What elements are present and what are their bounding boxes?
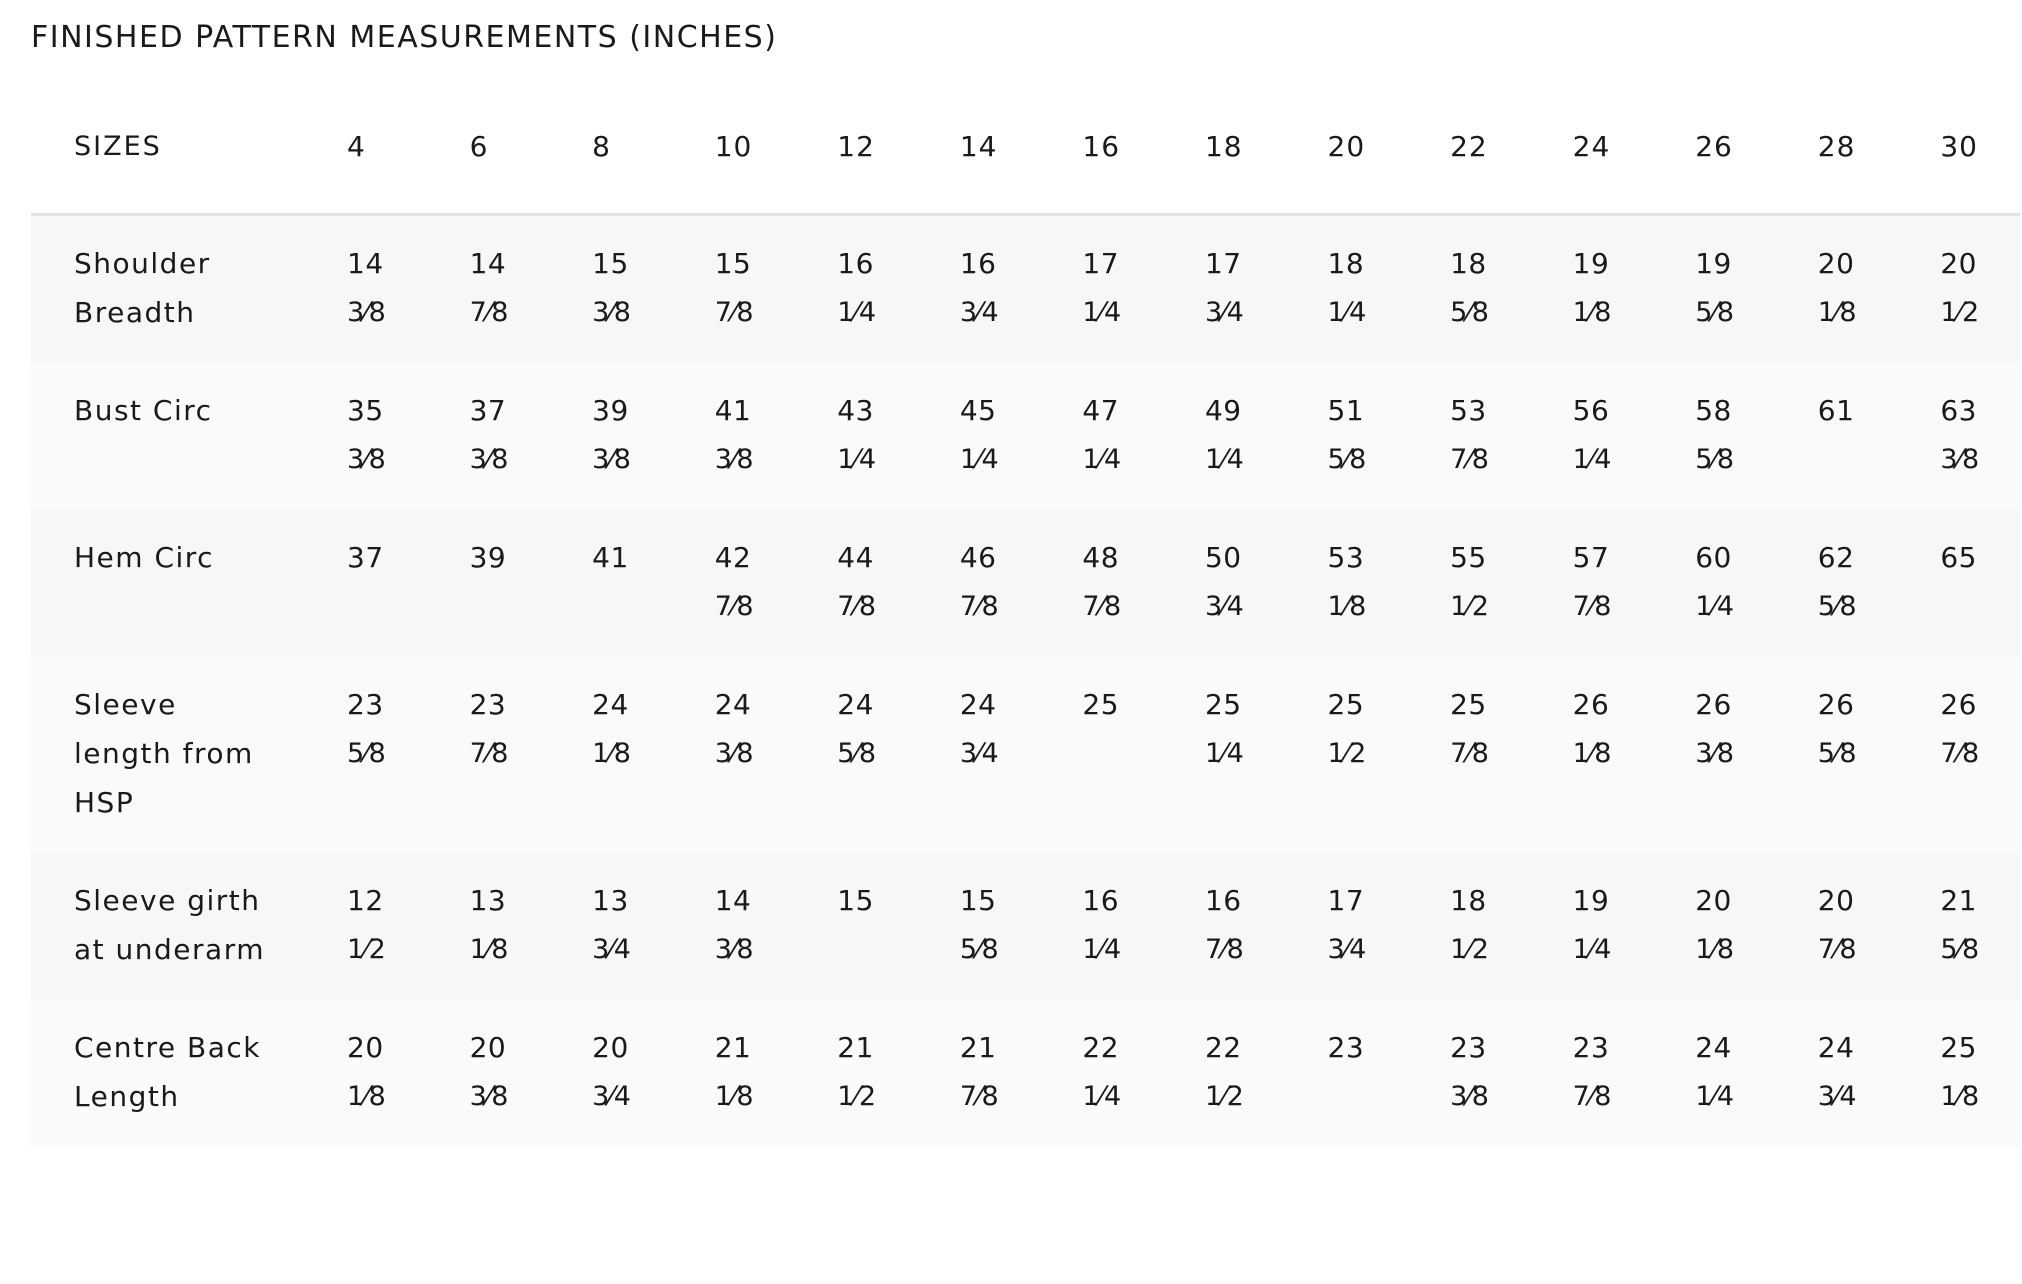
measurement-cell — [549, 363, 672, 510]
table-row — [31, 1000, 2020, 1147]
measurement-cell — [1652, 363, 1775, 510]
measurement-whole: 20 — [1817, 246, 1855, 280]
measurement-fraction: 3⁄4 — [959, 737, 999, 769]
measurement-whole: 15 — [959, 883, 997, 917]
measurement-cell — [1530, 657, 1653, 853]
measurement-whole: 50 — [1204, 540, 1242, 574]
measurement-cell — [549, 853, 672, 1000]
measurement-whole: 16 — [837, 246, 874, 280]
size-header: 28 — [1775, 80, 1898, 214]
measurement-cell — [1897, 363, 2020, 510]
measurement-whole: 53 — [1450, 393, 1487, 427]
measurement-cell — [1897, 214, 2020, 363]
measurement-cell — [1162, 1000, 1285, 1147]
measurement-cell — [794, 510, 917, 657]
size-header: 20 — [1285, 80, 1408, 214]
measurement-whole: 16 — [1204, 883, 1242, 917]
measurement-cell — [1285, 363, 1408, 510]
measurement-fraction: 1⁄4 — [1572, 443, 1612, 475]
measurement-whole: 43 — [837, 393, 874, 427]
size-header: 10 — [672, 80, 795, 214]
measurement-fraction: 1⁄4 — [1695, 1080, 1735, 1112]
measurement-whole: 13 — [592, 883, 629, 917]
header-row — [31, 80, 2020, 214]
measurement-whole: 15 — [714, 246, 752, 280]
measurement-whole: 22 — [1204, 1030, 1242, 1064]
measurement-fraction: 1⁄4 — [1082, 443, 1122, 475]
measurement-whole: 57 — [1572, 540, 1610, 574]
measurement-whole: 56 — [1572, 393, 1610, 427]
measurement-whole: 14 — [714, 883, 752, 917]
measurement-whole: 18 — [1327, 246, 1365, 280]
measurement-cell — [1652, 214, 1775, 363]
size-header: 18 — [1162, 80, 1285, 214]
measurement-cell — [1530, 510, 1653, 657]
measurement-whole: 20 — [1695, 883, 1732, 917]
measurement-whole: 12 — [347, 883, 384, 917]
measurement-whole: 24 — [592, 687, 629, 721]
measurement-cell — [549, 657, 672, 853]
measurement-cell — [917, 657, 1040, 853]
measurement-fraction: 7⁄8 — [1450, 737, 1489, 769]
measurement-whole: 22 — [1082, 1030, 1120, 1064]
measurement-cell — [427, 214, 550, 363]
measurement-whole: 14 — [347, 246, 384, 280]
table-row — [31, 363, 2020, 510]
measurement-whole: 37 — [347, 540, 384, 574]
measurement-fraction: 1⁄2 — [1204, 1080, 1244, 1112]
measurement-whole: 21 — [837, 1030, 874, 1064]
measurement-fraction: 1⁄4 — [1082, 296, 1122, 328]
measurement-whole: 47 — [1082, 393, 1120, 427]
measurement-whole: 24 — [1695, 1030, 1732, 1064]
measurement-cell — [304, 657, 427, 853]
size-header: 4 — [304, 80, 427, 214]
measurement-cell — [304, 510, 427, 657]
measurement-whole: 25 — [1327, 687, 1365, 721]
measurement-whole: 46 — [959, 540, 997, 574]
measurement-fraction: 1⁄2 — [1450, 590, 1489, 622]
measurement-cell — [1285, 657, 1408, 853]
measurement-whole: 16 — [959, 246, 997, 280]
measurement-fraction: 3⁄8 — [714, 737, 754, 769]
measurement-whole: 25 — [1204, 687, 1242, 721]
measurement-cell — [1039, 657, 1162, 853]
measurement-cell — [304, 1000, 427, 1147]
measurement-cell — [1285, 1000, 1408, 1147]
measurement-fraction: 3⁄4 — [959, 296, 999, 328]
measurement-cell — [794, 853, 917, 1000]
measurement-fraction: 1⁄4 — [837, 443, 877, 475]
measurement-cell — [1530, 214, 1653, 363]
measurement-cell — [1775, 853, 1898, 1000]
measurement-whole: 21 — [1940, 883, 1977, 917]
measurement-fraction: 7⁄8 — [469, 296, 509, 328]
measurement-fraction: 3⁄8 — [714, 443, 754, 475]
size-header: 8 — [549, 80, 672, 214]
measurement-cell — [1775, 510, 1898, 657]
measurement-whole: 24 — [959, 687, 997, 721]
measurement-fraction: 5⁄8 — [837, 737, 877, 769]
measurement-whole: 62 — [1817, 540, 1855, 574]
measurement-cell — [1039, 214, 1162, 363]
measurement-cell — [672, 1000, 795, 1147]
measurement-whole: 13 — [469, 883, 507, 917]
measurement-fraction: 7⁄8 — [1082, 590, 1122, 622]
measurement-whole: 48 — [1082, 540, 1120, 574]
measurement-fraction: 5⁄8 — [1695, 443, 1735, 475]
measurement-whole: 45 — [959, 393, 997, 427]
measurement-whole: 19 — [1572, 883, 1610, 917]
measurement-fraction: 3⁄8 — [714, 933, 754, 965]
measurement-fraction: 1⁄4 — [1695, 590, 1735, 622]
measurement-fraction: 7⁄8 — [1940, 737, 1980, 769]
measurement-whole: 39 — [592, 393, 629, 427]
measurement-cell — [549, 1000, 672, 1147]
measurement-whole: 19 — [1695, 246, 1732, 280]
measurement-cell — [1652, 853, 1775, 1000]
measurement-whole: 24 — [714, 687, 752, 721]
measurement-cell — [794, 657, 917, 853]
measurement-fraction: 7⁄8 — [1817, 933, 1857, 965]
measurement-cell — [1652, 510, 1775, 657]
measurement-cell — [672, 853, 795, 1000]
measurement-fraction: 7⁄8 — [959, 590, 999, 622]
measurement-fraction: 7⁄8 — [1204, 933, 1244, 965]
measurement-whole: 20 — [1817, 883, 1855, 917]
measurement-cell — [1897, 657, 2020, 853]
measurement-whole: 35 — [347, 393, 384, 427]
measurement-whole: 53 — [1327, 540, 1365, 574]
measurement-whole: 23 — [1450, 1030, 1487, 1064]
measurement-cell — [1039, 853, 1162, 1000]
measurement-fraction: 1⁄4 — [1572, 933, 1612, 965]
row-label: Hem Circ — [74, 540, 215, 574]
measurement-whole: 16 — [1082, 883, 1120, 917]
measurement-whole: 44 — [837, 540, 874, 574]
measurement-cell — [1285, 853, 1408, 1000]
measurement-fraction: 1⁄4 — [837, 296, 877, 328]
measurement-cell — [672, 363, 795, 510]
measurement-fraction: 5⁄8 — [347, 737, 386, 769]
measurement-whole: 25 — [1940, 1030, 1977, 1064]
measurement-cell — [1407, 657, 1530, 853]
table-row — [31, 214, 2020, 363]
measurement-fraction: 3⁄4 — [1817, 1080, 1857, 1112]
measurement-whole: 20 — [347, 1030, 384, 1064]
measurement-cell — [549, 510, 672, 657]
measurement-fraction: 7⁄8 — [714, 296, 754, 328]
measurement-fraction: 5⁄8 — [1940, 933, 1980, 965]
measurement-cell — [1285, 214, 1408, 363]
measurement-fraction: 1⁄4 — [1204, 443, 1244, 475]
measurement-whole: 15 — [592, 246, 629, 280]
measurement-cell — [1407, 363, 1530, 510]
measurement-fraction: 5⁄8 — [1327, 443, 1367, 475]
measurement-cell — [917, 1000, 1040, 1147]
measurement-cell — [427, 1000, 550, 1147]
measurement-whole: 26 — [1817, 687, 1855, 721]
measurement-cell — [427, 657, 550, 853]
size-header: 24 — [1530, 80, 1653, 214]
measurement-fraction: 1⁄8 — [347, 1080, 386, 1112]
measurement-whole: 18 — [1450, 883, 1487, 917]
measurement-fraction: 1⁄4 — [1082, 1080, 1122, 1112]
measurement-fraction: 5⁄8 — [1817, 590, 1857, 622]
measurement-fraction: 1⁄8 — [1572, 296, 1612, 328]
measurement-fraction: 7⁄8 — [1572, 1080, 1612, 1112]
measurement-cell — [917, 363, 1040, 510]
measurement-cell — [672, 510, 795, 657]
measurement-fraction: 1⁄8 — [1695, 933, 1735, 965]
measurement-cell — [1039, 363, 1162, 510]
measurement-fraction: 3⁄8 — [469, 1080, 509, 1112]
measurement-whole: 61 — [1817, 393, 1855, 427]
measurement-fraction: 3⁄4 — [1204, 296, 1244, 328]
measurement-cell — [549, 214, 672, 363]
size-header: 12 — [794, 80, 917, 214]
measurement-cell — [427, 363, 550, 510]
measurement-fraction: 3⁄8 — [347, 296, 386, 328]
measurement-cell — [1039, 1000, 1162, 1147]
measurement-fraction: 3⁄8 — [592, 296, 631, 328]
measurement-fraction: 1⁄8 — [1817, 296, 1857, 328]
size-header: 16 — [1039, 80, 1162, 214]
measurement-cell — [1652, 657, 1775, 853]
measurement-fraction: 7⁄8 — [1450, 443, 1489, 475]
row-label: Sleeve girth at underarm — [74, 883, 265, 966]
measurement-whole: 23 — [469, 687, 507, 721]
measurement-cell — [1652, 1000, 1775, 1147]
measurement-whole: 26 — [1572, 687, 1610, 721]
measurement-whole: 15 — [837, 883, 874, 917]
measurement-fraction: 7⁄8 — [959, 1080, 999, 1112]
measurement-whole: 25 — [1082, 687, 1120, 721]
table-row — [31, 657, 2020, 853]
measurement-whole: 51 — [1327, 393, 1365, 427]
measurement-cell — [1407, 853, 1530, 1000]
measurement-fraction: 1⁄2 — [1327, 737, 1367, 769]
measurement-cell — [1039, 510, 1162, 657]
measurement-whole: 24 — [837, 687, 874, 721]
measurement-whole: 26 — [1695, 687, 1732, 721]
measurement-cell — [427, 510, 550, 657]
measurement-cell — [1897, 853, 2020, 1000]
measurement-whole: 21 — [959, 1030, 997, 1064]
measurement-fraction: 3⁄4 — [592, 933, 631, 965]
measurement-fraction: 3⁄8 — [469, 443, 509, 475]
table-row — [31, 510, 2020, 657]
measurement-cell — [1162, 363, 1285, 510]
measurement-cell — [917, 510, 1040, 657]
measurement-cell — [1775, 214, 1898, 363]
measurement-cell — [427, 853, 550, 1000]
measurement-cell — [1775, 363, 1898, 510]
measurement-cell — [1407, 510, 1530, 657]
measurement-whole: 23 — [347, 687, 384, 721]
measurement-cell — [917, 853, 1040, 1000]
measurement-whole: 24 — [1817, 1030, 1855, 1064]
measurement-fraction: 3⁄4 — [592, 1080, 631, 1112]
measurement-whole: 20 — [592, 1030, 629, 1064]
measurement-cell — [1530, 1000, 1653, 1147]
measurement-whole: 55 — [1450, 540, 1487, 574]
measurement-cell — [304, 363, 427, 510]
measurement-cell — [1897, 1000, 2020, 1147]
measurement-whole: 21 — [714, 1030, 752, 1064]
measurement-whole: 65 — [1940, 540, 1977, 574]
measurement-cell — [1285, 510, 1408, 657]
measurement-whole: 17 — [1327, 883, 1365, 917]
measurement-fraction: 1⁄8 — [1327, 590, 1367, 622]
measurement-cell — [1407, 214, 1530, 363]
measurement-fraction: 1⁄4 — [1082, 933, 1122, 965]
measurement-fraction: 1⁄2 — [347, 933, 386, 965]
measurement-fraction: 7⁄8 — [1572, 590, 1612, 622]
measurement-cell — [917, 214, 1040, 363]
measurement-fraction: 5⁄8 — [959, 933, 999, 965]
measurement-fraction: 1⁄8 — [469, 933, 509, 965]
measurement-fraction: 1⁄4 — [1327, 296, 1367, 328]
measurement-fraction: 1⁄2 — [837, 1080, 877, 1112]
measurement-cell — [1530, 363, 1653, 510]
sizes-header: SIZES — [31, 80, 304, 214]
measurement-whole: 25 — [1450, 687, 1487, 721]
measurement-cell — [1775, 1000, 1898, 1147]
measurement-whole: 42 — [714, 540, 752, 574]
measurement-whole: 19 — [1572, 246, 1610, 280]
measurement-fraction: 1⁄2 — [1940, 296, 1980, 328]
measurement-whole: 17 — [1082, 246, 1120, 280]
measurement-whole: 26 — [1940, 687, 1977, 721]
measurement-whole: 20 — [1940, 246, 1977, 280]
measurement-cell — [1162, 657, 1285, 853]
measurement-fraction: 3⁄8 — [347, 443, 386, 475]
measurement-cell — [1162, 853, 1285, 1000]
measurement-whole: 58 — [1695, 393, 1732, 427]
row-label: Sleeve length from HSP — [74, 687, 254, 819]
measurement-fraction: 1⁄8 — [1940, 1080, 1980, 1112]
measurement-whole: 41 — [714, 393, 752, 427]
measurement-fraction: 1⁄4 — [1204, 737, 1244, 769]
size-header: 22 — [1407, 80, 1530, 214]
measurement-cell — [794, 214, 917, 363]
measurement-cell — [1407, 1000, 1530, 1147]
measurement-whole: 23 — [1327, 1030, 1365, 1064]
measurement-whole: 17 — [1204, 246, 1242, 280]
measurement-fraction: 3⁄8 — [1695, 737, 1735, 769]
measurement-cell — [304, 853, 427, 1000]
row-label: Centre Back Length — [74, 1030, 262, 1113]
measurement-fraction: 1⁄4 — [959, 443, 999, 475]
size-header: 14 — [917, 80, 1040, 214]
size-header: 6 — [427, 80, 550, 214]
measurement-fraction: 3⁄8 — [1940, 443, 1980, 475]
measurement-fraction: 1⁄8 — [592, 737, 631, 769]
measurement-fraction: 3⁄4 — [1327, 933, 1367, 965]
measurement-cell — [794, 1000, 917, 1147]
measurement-whole: 63 — [1940, 393, 1977, 427]
measurement-whole: 37 — [469, 393, 507, 427]
measurement-cell — [794, 363, 917, 510]
measurement-cell — [1530, 853, 1653, 1000]
measurement-fraction: 1⁄2 — [1450, 933, 1489, 965]
measurement-fraction: 5⁄8 — [1450, 296, 1489, 328]
measurement-cell — [1162, 214, 1285, 363]
measurement-fraction: 3⁄8 — [1450, 1080, 1489, 1112]
measurement-fraction: 1⁄8 — [1572, 737, 1612, 769]
measurement-cell — [1897, 510, 2020, 657]
measurement-fraction: 7⁄8 — [714, 590, 754, 622]
measurement-whole: 14 — [469, 246, 507, 280]
measurement-whole: 41 — [592, 540, 629, 574]
measurements-table — [31, 80, 2020, 1147]
measurement-fraction: 7⁄8 — [837, 590, 877, 622]
measurement-cell — [672, 214, 795, 363]
measurement-whole: 49 — [1204, 393, 1242, 427]
table-row — [31, 853, 2020, 1000]
row-label: Shoulder Breadth — [74, 246, 211, 329]
page-title: FINISHED PATTERN MEASUREMENTS (INCHES) — [31, 20, 778, 55]
measurement-cell — [1775, 657, 1898, 853]
table-body — [31, 214, 2020, 1147]
measurement-fraction: 3⁄8 — [592, 443, 631, 475]
measurement-cell — [1162, 510, 1285, 657]
row-label: Bust Circ — [74, 393, 213, 427]
measurement-fraction: 5⁄8 — [1695, 296, 1735, 328]
measurement-cell — [672, 657, 795, 853]
measurement-whole: 39 — [469, 540, 507, 574]
size-header: 26 — [1652, 80, 1775, 214]
measurement-fraction: 7⁄8 — [469, 737, 509, 769]
measurement-fraction: 1⁄8 — [714, 1080, 754, 1112]
measurement-fraction: 5⁄8 — [1817, 737, 1857, 769]
measurement-whole: 18 — [1450, 246, 1487, 280]
measurement-fraction: 3⁄4 — [1204, 590, 1244, 622]
measurement-whole: 60 — [1695, 540, 1732, 574]
measurement-whole: 23 — [1572, 1030, 1610, 1064]
size-header: 30 — [1897, 80, 2020, 214]
measurement-cell — [304, 214, 427, 363]
measurement-whole: 20 — [469, 1030, 507, 1064]
